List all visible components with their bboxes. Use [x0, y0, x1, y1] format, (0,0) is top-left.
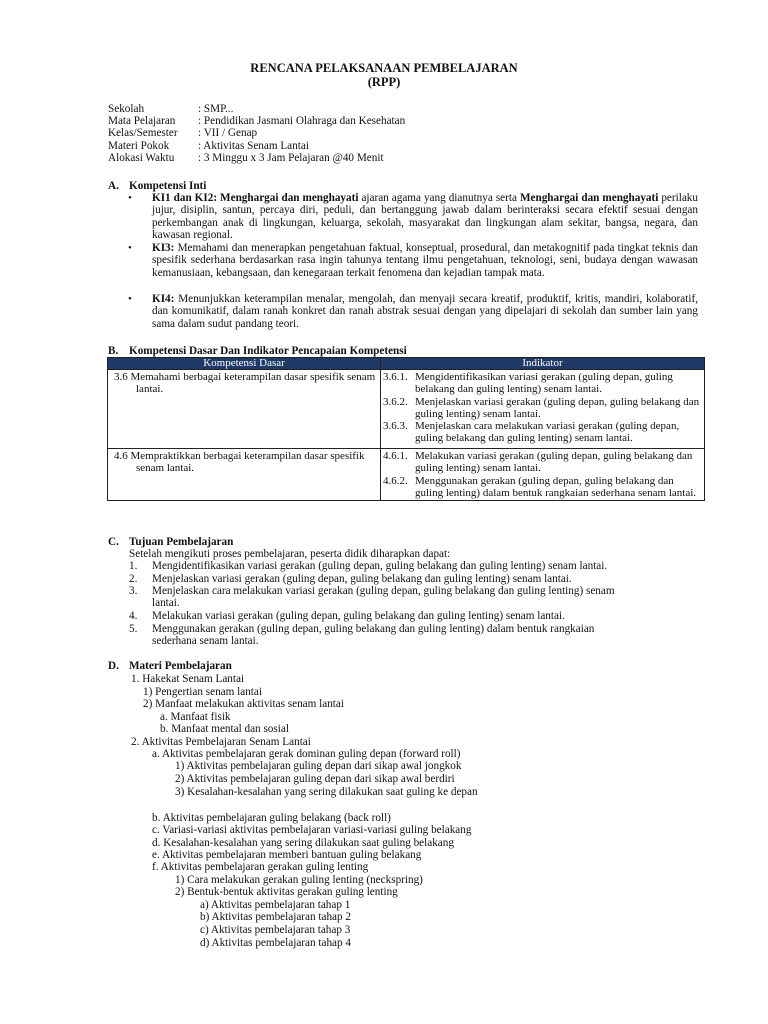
indicator-text: Mengidentifikasikan variasi gerakan (guling depan, guling belakang dan guling lenting) senam lantai. — [415, 371, 673, 396]
section-b-heading: Kompetensi Dasar Dan Indikator Pencapaian Kompetensi — [129, 345, 407, 357]
identity-label: Mata Pelajaran — [108, 115, 176, 127]
materi-item: 2) Aktivitas pembelajaran guling depan dari sikap awal berdiri — [175, 773, 455, 785]
identity-value: : Pendidikan Jasmani Olahraga dan Kesehatan — [198, 115, 406, 127]
ki4-paragraph — [152, 293, 698, 330]
list-number: 4. — [129, 610, 138, 622]
materi-item: 1) Aktivitas pembelajaran guling depan dari sikap awal jongkok — [175, 760, 462, 772]
table-row — [108, 449, 705, 501]
section-c-intro: Setelah mengikuti proses pembelajaran, peserta didik diharapkan dapat: — [129, 548, 451, 560]
section-b-letter: B. — [108, 345, 119, 357]
materi-item: b. Aktivitas pembelajaran guling belakang (back roll) — [152, 812, 391, 824]
identity-value: : VII / Genap — [198, 127, 258, 139]
ki4-bold: KI4: — [152, 293, 175, 305]
document-subtitle: (RPP) — [367, 75, 401, 89]
ki12-bold: KI1 dan KI2: Menghargai dan menghayati — [152, 192, 359, 204]
kd-text: 4.6 Mempraktikkan berbagai keterampilan dasar spesifik senam lantai. — [114, 450, 365, 475]
list-item: Melakukan variasi gerakan (guling depan, guling belakang dan guling lenting) senam lantai. — [152, 610, 565, 622]
indicator-item — [383, 371, 702, 396]
section-a-letter: A. — [108, 180, 119, 192]
materi-item: 1. Hakekat Senam Lantai — [131, 673, 245, 685]
bullet-icon: • — [128, 192, 132, 204]
materi-item: c. Variasi-variasi aktivitas pembelajaran variasi-variasi guling belakang — [152, 824, 472, 836]
section-d-heading: Materi Pembelajaran — [129, 660, 232, 672]
list-item-continued: sederhana senam lantai. — [152, 635, 259, 647]
materi-item: b) Aktivitas pembelajaran tahap 2 — [200, 911, 351, 923]
list-item: Menjelaskan cara melakukan variasi gerakan (guling depan, guling belakang dan guling lenting) senam — [152, 585, 615, 597]
list-number: 5. — [129, 623, 138, 635]
materi-item: d. Kesalahan-kesalahan yang sering dilakukan saat guling belakang — [152, 837, 454, 849]
indicator-item — [383, 475, 702, 500]
list-item: Menjelaskan variasi gerakan (guling depan, guling belakang dan guling lenting) senam lantai. — [152, 573, 572, 585]
materi-item: a) Aktivitas pembelajaran tahap 1 — [200, 899, 351, 911]
column-header-kd: Kompetensi Dasar — [108, 358, 381, 370]
bullet-icon: • — [128, 293, 132, 305]
identity-value: : Aktivitas Senam Lantai — [198, 140, 309, 152]
list-number: 1. — [129, 560, 138, 572]
indicator-cell — [381, 449, 705, 501]
section-c-heading: Tujuan Pembelajaran — [129, 536, 234, 548]
kd-indicator-table — [107, 357, 705, 501]
identity-label: Materi Pokok — [108, 140, 170, 152]
ki3-bold: KI3: — [152, 242, 175, 254]
identity-label: Alokasi Waktu — [108, 152, 175, 164]
indicator-number: 4.6.1. — [383, 450, 408, 462]
materi-item: 2. Aktivitas Pembelajaran Senam Lantai — [131, 736, 311, 748]
materi-item: 1) Cara melakukan gerakan guling lenting (neckspring) — [175, 874, 423, 886]
document-title: RENCANA PELAKSANAAN PEMBELAJARAN — [250, 61, 518, 75]
indicator-text: Menggunakan gerakan (guling depan, guling belakang dan guling lenting) dalam bentuk rangkaian sederhana senam lantai. — [415, 474, 697, 499]
bullet-icon: • — [128, 242, 132, 254]
identity-value: : 3 Minggu x 3 Jam Pelajaran @40 Menit — [198, 152, 384, 164]
materi-item: f. Aktivitas pembelajaran gerakan guling lenting — [152, 861, 369, 873]
list-item-continued: lantai. — [152, 597, 180, 609]
identity-label: Kelas/Semester — [108, 127, 178, 139]
materi-item: 2) Bentuk-bentuk aktivitas gerakan guling lenting — [175, 886, 398, 898]
indicator-text: Menjelaskan variasi gerakan (guling depan, guling belakang dan guling lenting) senam lantai. — [415, 395, 700, 420]
list-item: Mengidentifikasikan variasi gerakan (guling depan, guling belakang dan guling lenting) senam lantai. — [152, 560, 608, 572]
indicator-text: Melakukan variasi gerakan (guling depan, guling belakang dan guling lenting) senam lantai. — [415, 450, 693, 475]
list-number: 2. — [129, 573, 138, 585]
materi-item: a. Aktivitas pembelajaran gerak dominan guling depan (forward roll) — [152, 748, 461, 760]
indicator-item — [383, 396, 702, 421]
section-a-heading: Kompetensi Inti — [129, 180, 207, 192]
indicator-number: 4.6.2. — [383, 474, 408, 487]
ki1-ki2-paragraph — [152, 192, 698, 242]
kd-cell — [108, 449, 381, 501]
table-header-row — [108, 358, 705, 370]
ki12-text: ajaran agama yang dianutnya serta — [358, 192, 520, 204]
ki4-text: Menunjukkan keterampilan menalar, mengolah, dan menyaji secara kreatif, produktif, kritis, mandiri, kolaboratif, dan komunikatif, dalam ranah konkret dan ranah abstrak sesuai dengan yang dipelajari di sekolah dan sumber lain yang sama dalam sudut pandang teori. — [152, 293, 698, 330]
list-number: 3. — [129, 585, 138, 597]
materi-item: d) Aktivitas pembelajaran tahap 4 — [200, 937, 351, 949]
indicator-item — [383, 420, 702, 445]
ki3-text: Memahami dan menerapkan pengetahuan faktual, konseptual, prosedural, dan metakognitif pada tingkat teknis dan spesifik sederhana berdasarkan rasa ingin tahunya tentang ilmu pengetahuan, teknologi, seni, budaya dengan wawasan kemanusiaan, kebangsaan, dan kenegaraan terkait fenomena dan kejadian tampak mata. — [152, 242, 698, 279]
materi-item: c) Aktivitas pembelajaran tahap 3 — [200, 924, 351, 936]
materi-item: 2) Manfaat melakukan aktivitas senam lantai — [143, 698, 344, 710]
section-d-letter: D. — [108, 660, 119, 672]
indicator-item — [383, 450, 702, 475]
materi-item: b. Manfaat mental dan sosial — [160, 723, 289, 735]
indicator-number: 3.6.3. — [383, 420, 408, 433]
ki12-text: perilaku jujur, disiplin, santun, percaya diri, peduli, dan bertanggung jawab dalam berinteraksi secara efektif sesuai dengan perkembangan anak di lingkungan, keluarga, sekolah, masyarakat dan lingkungan alam sekitar, bangsa, negara, dan kawasan regional. — [152, 192, 698, 242]
indicator-number: 3.6.2. — [383, 395, 408, 408]
kd-cell — [108, 370, 381, 449]
section-c-letter: C. — [108, 536, 119, 548]
table-row — [108, 370, 705, 449]
indicator-number: 3.6.1. — [383, 371, 408, 383]
identity-value: : SMP... — [198, 103, 234, 115]
kd-text: 3.6 Memahami berbagai keterampilan dasar spesifik senam lantai. — [114, 371, 376, 396]
list-item: Menggunakan gerakan (guling depan, guling belakang dan guling lenting) dalam bentuk rangkaian — [152, 623, 595, 635]
materi-item: e. Aktivitas pembelajaran memberi bantuan guling belakang — [152, 849, 422, 861]
ki3-paragraph — [152, 242, 698, 279]
indicator-text: Menjelaskan cara melakukan variasi gerakan (guling depan, guling belakang dan guling lenting) senam lantai. — [415, 420, 680, 445]
ki12-bold: Menghargai dan menghayati — [519, 192, 659, 204]
indicator-cell — [381, 370, 705, 449]
materi-item: 1) Pengertian senam lantai — [143, 686, 262, 698]
materi-item: 3) Kesalahan-kesalahan yang sering dilakukan saat guling ke depan — [175, 786, 478, 798]
identity-label: Sekolah — [108, 103, 145, 115]
materi-item: a. Manfaat fisik — [160, 711, 231, 723]
column-header-indikator: Indikator — [381, 358, 705, 370]
